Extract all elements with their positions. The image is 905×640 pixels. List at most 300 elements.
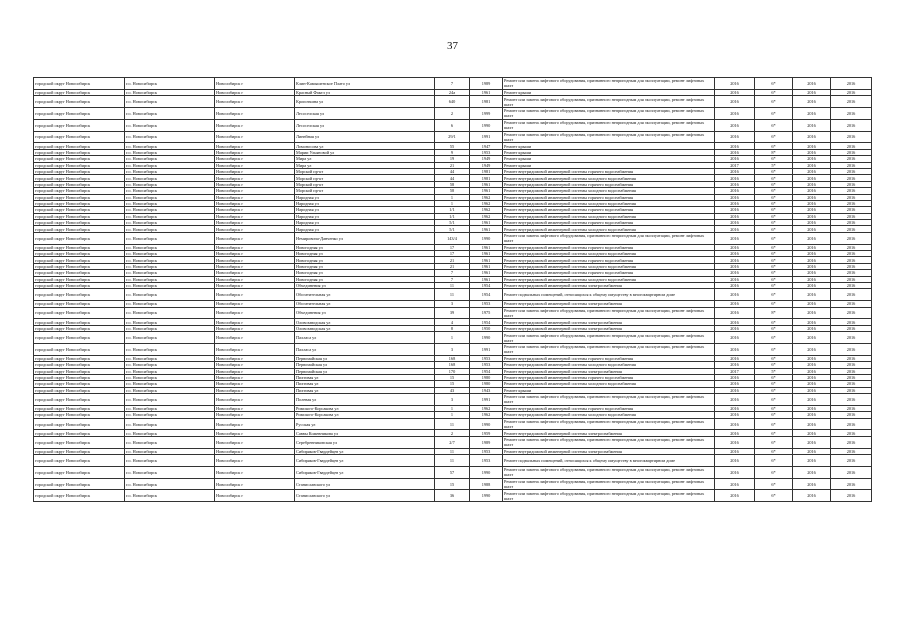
house-number-cell: 19 — [435, 156, 470, 162]
planned-year-cell: 2016 — [715, 405, 755, 411]
settlement-cell: Новосибирск г — [215, 289, 295, 301]
city-district-cell: г.о. Новосибирск — [125, 301, 215, 307]
planned-year-cell: 2016 — [715, 181, 755, 187]
end-year-cell: 2016 — [831, 343, 872, 355]
work-type-cell: Ремонт внутридомовой инженерной системы горячего водоснабжения — [503, 270, 715, 276]
city-district-cell: г.о. Новосибирск — [125, 244, 215, 250]
street-cell: Ломоносова ул — [295, 143, 435, 149]
start-year-cell: 2016 — [793, 276, 831, 282]
build-year-cell: 1991 — [470, 131, 503, 143]
start-year-cell: 2016 — [793, 282, 831, 288]
planned-year-cell: 2016 — [715, 194, 755, 200]
city-district-cell: г.о. Новосибирск — [125, 207, 215, 213]
period-cell: 6* — [755, 362, 793, 368]
work-type-cell: Ремонт или замена лифтового оборудования, признанного непригодным для эксплуатации, ремонт лифтовых шахт — [503, 131, 715, 143]
start-year-cell: 2016 — [793, 355, 831, 361]
house-number-cell: 55 — [435, 143, 470, 149]
house-number-cell: 44 — [435, 175, 470, 181]
planned-year-cell: 2016 — [715, 107, 755, 119]
settlement-cell: Новосибирск г — [215, 332, 295, 344]
house-number-cell: 15 — [435, 374, 470, 380]
house-number-cell: 2 — [435, 430, 470, 436]
settlement-cell: Новосибирск г — [215, 430, 295, 436]
municipality-cell: городской округ Новосибирск — [34, 448, 125, 454]
period-cell: 6* — [755, 478, 793, 490]
settlement-cell: Новосибирск г — [215, 325, 295, 331]
street-cell: Объединения ул — [295, 307, 435, 319]
build-year-cell: 1961 — [470, 188, 503, 194]
planned-year-cell: 2016 — [715, 374, 755, 380]
start-year-cell: 2016 — [793, 156, 831, 162]
build-year-cell: 1961 — [470, 226, 503, 232]
house-number-cell: 43 — [435, 387, 470, 393]
period-cell: 6* — [755, 325, 793, 331]
end-year-cell: 2016 — [831, 257, 872, 263]
planned-year-cell: 2016 — [715, 200, 755, 206]
build-year-cell: 1981 — [470, 168, 503, 174]
municipality-cell: городской округ Новосибирск — [34, 490, 125, 502]
planned-year-cell: 2016 — [715, 289, 755, 301]
municipality-cell: городской округ Новосибирск — [34, 405, 125, 411]
build-year-cell: 1961 — [470, 251, 503, 257]
period-cell: 6* — [755, 466, 793, 478]
city-district-cell: г.о. Новосибирск — [125, 325, 215, 331]
build-year-cell: 1953 — [470, 301, 503, 307]
municipality-cell: городской округ Новосибирск — [34, 89, 125, 95]
house-number-cell: 3 — [435, 343, 470, 355]
settlement-cell: Новосибирск г — [215, 181, 295, 187]
work-type-cell: Ремонт внутридомовой инженерной системы электроснабжения — [503, 448, 715, 454]
planned-year-cell: 2016 — [715, 263, 755, 269]
street-cell: Серебренниковская ул — [295, 436, 435, 448]
municipality-cell: городской округ Новосибирск — [34, 107, 125, 119]
start-year-cell: 2016 — [793, 263, 831, 269]
municipality-cell: городской округ Новосибирск — [34, 418, 125, 430]
house-number-cell: 17 — [435, 251, 470, 257]
street-cell: Римского-Корсакова ул — [295, 412, 435, 418]
house-number-cell: 44 — [435, 168, 470, 174]
settlement-cell: Новосибирск г — [215, 78, 295, 90]
work-type-cell: Ремонт крыши — [503, 143, 715, 149]
city-district-cell: г.о. Новосибирск — [125, 418, 215, 430]
period-cell: 6* — [755, 226, 793, 232]
table-row — [34, 289, 872, 301]
planned-year-cell: 2016 — [715, 251, 755, 257]
planned-year-cell: 2016 — [715, 362, 755, 368]
street-cell: Объединения ул — [295, 282, 435, 288]
end-year-cell: 2016 — [831, 200, 872, 206]
table-row — [34, 96, 872, 108]
end-year-cell: 2016 — [831, 89, 872, 95]
work-type-cell: Ремонт внутридомовой инженерной системы электроснабжения — [503, 282, 715, 288]
city-district-cell: г.о. Новосибирск — [125, 362, 215, 368]
start-year-cell: 2016 — [793, 394, 831, 406]
start-year-cell: 2016 — [793, 455, 831, 467]
city-district-cell: г.о. Новосибирск — [125, 478, 215, 490]
work-type-cell: Ремонт внутридомовой инженерной системы холодного водоснабжения — [503, 276, 715, 282]
street-cell: Оловозаводская ул — [295, 319, 435, 325]
end-year-cell: 2016 — [831, 263, 872, 269]
municipality-cell: городской округ Новосибирск — [34, 131, 125, 143]
table-row — [34, 232, 872, 244]
start-year-cell: 2016 — [793, 226, 831, 232]
work-type-cell: Ремонт внутридомовой инженерной системы горячего водоснабжения — [503, 168, 715, 174]
work-type-cell: Ремонт внутридомовой инженерной системы горячего водоснабжения — [503, 207, 715, 213]
house-number-cell: 3 — [435, 301, 470, 307]
city-district-cell: г.о. Новосибирск — [125, 405, 215, 411]
start-year-cell: 2016 — [793, 162, 831, 168]
house-number-cell: 11 — [435, 418, 470, 430]
work-type-cell: Ремонт или замена лифтового оборудования, признанного непригодным для эксплуатации, ремонт лифтовых шахт — [503, 490, 715, 502]
start-year-cell: 2016 — [793, 251, 831, 257]
period-cell: 6* — [755, 270, 793, 276]
work-type-cell: Ремонт внутридомовой инженерной системы горячего водоснабжения — [503, 220, 715, 226]
municipality-cell: городской округ Новосибирск — [34, 188, 125, 194]
municipality-cell: городской округ Новосибирск — [34, 168, 125, 174]
street-cell: Новогодняя ул — [295, 257, 435, 263]
work-type-cell: Ремонт внутридомовой инженерной системы электроснабжения — [503, 368, 715, 374]
municipality-cell: городской округ Новосибирск — [34, 362, 125, 368]
settlement-cell: Новосибирск г — [215, 89, 295, 95]
work-type-cell: Ремонт внутридомовой инженерной системы холодного водоснабжения — [503, 188, 715, 194]
end-year-cell: 2016 — [831, 412, 872, 418]
settlement-cell: Новосибирск г — [215, 162, 295, 168]
build-year-cell: 1959 — [470, 430, 503, 436]
street-cell: Мира ул — [295, 156, 435, 162]
start-year-cell: 2016 — [793, 257, 831, 263]
work-type-cell: Ремонт внутридомовой инженерной системы горячего водоснабжения — [503, 244, 715, 250]
period-cell: 6* — [755, 405, 793, 411]
planned-year-cell: 2016 — [715, 232, 755, 244]
work-type-cell: Ремонт внутридомовой инженерной системы горячего водоснабжения — [503, 355, 715, 361]
city-district-cell: г.о. Новосибирск — [125, 381, 215, 387]
work-type-cell: Ремонт или замена лифтового оборудования, признанного непригодным для эксплуатации, ремонт лифтовых шахт — [503, 232, 715, 244]
house-number-cell: 15 — [435, 478, 470, 490]
period-cell: 6* — [755, 490, 793, 502]
planned-year-cell: 2016 — [715, 276, 755, 282]
start-year-cell: 2016 — [793, 301, 831, 307]
end-year-cell: 2016 — [831, 143, 872, 149]
street-cell: Народная ул — [295, 194, 435, 200]
municipality-cell: городской округ Новосибирск — [34, 374, 125, 380]
planned-year-cell: 2016 — [715, 213, 755, 219]
street-cell: Марии Ульяновой ул — [295, 149, 435, 155]
table-row — [34, 490, 872, 502]
city-district-cell: г.о. Новосибирск — [125, 355, 215, 361]
build-year-cell: 1988 — [470, 478, 503, 490]
city-district-cell: г.о. Новосибирск — [125, 387, 215, 393]
work-type-cell: Ремонт внутридомовой инженерной системы горячего водоснабжения — [503, 194, 715, 200]
street-cell: Саввы Кожевникова ул — [295, 430, 435, 436]
start-year-cell: 2016 — [793, 381, 831, 387]
street-cell: Клин-Камышенское Плато ул — [295, 78, 435, 90]
settlement-cell: Новосибирск г — [215, 455, 295, 467]
work-type-cell: Ремонт внутридомовой инженерной системы холодного водоснабжения — [503, 362, 715, 368]
planned-year-cell: 2016 — [715, 381, 755, 387]
start-year-cell: 2016 — [793, 325, 831, 331]
planned-year-cell: 2016 — [715, 412, 755, 418]
period-cell: 6* — [755, 289, 793, 301]
street-cell: Новогодняя ул — [295, 251, 435, 257]
build-year-cell: 1962 — [470, 213, 503, 219]
build-year-cell: 1981 — [470, 175, 503, 181]
house-number-cell: 58 — [435, 188, 470, 194]
table-row — [34, 343, 872, 355]
house-number-cell: 36 — [435, 490, 470, 502]
work-type-cell: Ремонт подвальных помещений, относящихся к общему имуществу в многоквартирном доме — [503, 289, 715, 301]
city-district-cell: г.о. Новосибирск — [125, 213, 215, 219]
street-cell: Новогодняя ул — [295, 263, 435, 269]
settlement-cell: Новосибирск г — [215, 276, 295, 282]
planned-year-cell: 2016 — [715, 149, 755, 155]
start-year-cell: 2016 — [793, 200, 831, 206]
build-year-cell: 1975 — [470, 307, 503, 319]
settlement-cell: Новосибирск г — [215, 207, 295, 213]
work-type-cell: Ремонт или замена лифтового оборудования, признанного непригодным для эксплуатации, ремонт лифтовых шахт — [503, 78, 715, 90]
planned-year-cell: 2016 — [715, 270, 755, 276]
build-year-cell: 1961 — [470, 276, 503, 282]
street-cell: Пихтовая ул — [295, 381, 435, 387]
city-district-cell: г.о. Новосибирск — [125, 181, 215, 187]
city-district-cell: г.о. Новосибирск — [125, 412, 215, 418]
planned-year-cell: 2016 — [715, 78, 755, 90]
start-year-cell: 2016 — [793, 220, 831, 226]
period-cell: 6* — [755, 175, 793, 181]
build-year-cell: 1991 — [470, 394, 503, 406]
house-number-cell: 7 — [435, 276, 470, 282]
end-year-cell: 2016 — [831, 289, 872, 301]
municipality-cell: городской округ Новосибирск — [34, 270, 125, 276]
planned-year-cell: 2016 — [715, 220, 755, 226]
period-cell: 6* — [755, 355, 793, 361]
end-year-cell: 2016 — [831, 188, 872, 194]
end-year-cell: 2016 — [831, 362, 872, 368]
settlement-cell: Новосибирск г — [215, 96, 295, 108]
planned-year-cell: 2016 — [715, 89, 755, 95]
settlement-cell: Новосибирск г — [215, 374, 295, 380]
end-year-cell: 2016 — [831, 374, 872, 380]
municipality-cell: городской округ Новосибирск — [34, 162, 125, 168]
settlement-cell: Новосибирск г — [215, 175, 295, 181]
street-cell: Первомайская ул — [295, 368, 435, 374]
period-cell: 6* — [755, 143, 793, 149]
planned-year-cell: 2016 — [715, 188, 755, 194]
table-row — [34, 119, 872, 131]
period-cell: 6* — [755, 188, 793, 194]
street-cell: Станиславского ул — [295, 478, 435, 490]
build-year-cell: 1949 — [470, 162, 503, 168]
start-year-cell: 2016 — [793, 490, 831, 502]
planned-year-cell: 2016 — [715, 143, 755, 149]
start-year-cell: 2016 — [793, 307, 831, 319]
house-number-cell: 21 — [435, 263, 470, 269]
municipality-cell: городской округ Новосибирск — [34, 143, 125, 149]
period-cell: 6* — [755, 220, 793, 226]
settlement-cell: Новосибирск г — [215, 490, 295, 502]
build-year-cell: 1961 — [470, 89, 503, 95]
street-cell: Народная ул — [295, 200, 435, 206]
municipality-cell: городской округ Новосибирск — [34, 232, 125, 244]
table-row — [34, 131, 872, 143]
period-cell: 6* — [755, 436, 793, 448]
period-cell: 6* — [755, 257, 793, 263]
end-year-cell: 2016 — [831, 381, 872, 387]
planned-year-cell: 2016 — [715, 119, 755, 131]
settlement-cell: Новосибирск г — [215, 307, 295, 319]
street-cell: Народная ул — [295, 226, 435, 232]
municipality-cell: городской округ Новосибирск — [34, 381, 125, 387]
municipality-cell: городской округ Новосибирск — [34, 368, 125, 374]
settlement-cell: Новосибирск г — [215, 220, 295, 226]
period-cell: 6* — [755, 418, 793, 430]
city-district-cell: г.о. Новосибирск — [125, 289, 215, 301]
street-cell: Новогодняя ул — [295, 276, 435, 282]
work-type-cell: Ремонт внутридомовой инженерной системы электроснабжения — [503, 301, 715, 307]
house-number-cell: 11 — [435, 448, 470, 454]
house-number-cell: 15 — [435, 381, 470, 387]
planned-year-cell: 2016 — [715, 282, 755, 288]
work-type-cell: Ремонт внутридомовой инженерной системы холодного водоснабжения — [503, 175, 715, 181]
house-number-cell: 24а — [435, 89, 470, 95]
house-number-cell: 1 — [435, 332, 470, 344]
municipality-cell: городской округ Новосибирск — [34, 220, 125, 226]
street-cell: Полевая ул — [295, 394, 435, 406]
end-year-cell: 2016 — [831, 131, 872, 143]
house-number-cell: 7 — [435, 270, 470, 276]
work-type-cell: Ремонт внутридомовой инженерной системы холодного водоснабжения — [503, 251, 715, 257]
settlement-cell: Новосибирск г — [215, 355, 295, 361]
end-year-cell: 2016 — [831, 244, 872, 250]
city-district-cell: г.о. Новосибирск — [125, 251, 215, 257]
city-district-cell: г.о. Новосибирск — [125, 257, 215, 263]
build-year-cell: 1962 — [470, 194, 503, 200]
city-district-cell: г.о. Новосибирск — [125, 276, 215, 282]
house-number-cell: 640 — [435, 96, 470, 108]
start-year-cell: 2016 — [793, 430, 831, 436]
period-cell: 6* — [755, 119, 793, 131]
city-district-cell: г.о. Новосибирск — [125, 332, 215, 344]
start-year-cell: 2016 — [793, 188, 831, 194]
period-cell: 6* — [755, 319, 793, 325]
settlement-cell: Новосибирск г — [215, 226, 295, 232]
municipality-cell: городской округ Новосибирск — [34, 307, 125, 319]
work-type-cell: Ремонт внутридомовой инженерной системы холодного водоснабжения — [503, 381, 715, 387]
period-cell: 6* — [755, 156, 793, 162]
build-year-cell: 1962 — [470, 412, 503, 418]
planned-year-cell: 2016 — [715, 257, 755, 263]
house-number-cell: 143/4 — [435, 232, 470, 244]
work-type-cell: Ремонт внутридомовой инженерной системы электроснабжения — [503, 319, 715, 325]
city-district-cell: г.о. Новосибирск — [125, 307, 215, 319]
start-year-cell: 2016 — [793, 466, 831, 478]
period-cell: 6* — [755, 455, 793, 467]
municipality-cell: городской округ Новосибирск — [34, 257, 125, 263]
build-year-cell: 1961 — [470, 220, 503, 226]
start-year-cell: 2016 — [793, 332, 831, 344]
end-year-cell: 2016 — [831, 162, 872, 168]
end-year-cell: 2016 — [831, 181, 872, 187]
start-year-cell: 2016 — [793, 436, 831, 448]
start-year-cell: 2016 — [793, 319, 831, 325]
street-cell: Первомайская ул — [295, 355, 435, 361]
period-cell: 6* — [755, 232, 793, 244]
table-row — [34, 466, 872, 478]
city-district-cell: г.о. Новосибирск — [125, 436, 215, 448]
municipality-cell: городской округ Новосибирск — [34, 282, 125, 288]
start-year-cell: 2016 — [793, 168, 831, 174]
work-type-cell: Ремонт или замена лифтового оборудования, признанного непригодным для эксплуатации, ремонт лифтовых шахт — [503, 119, 715, 131]
build-year-cell: 1954 — [470, 289, 503, 301]
house-number-cell: 8 — [435, 325, 470, 331]
house-number-cell: 170 — [435, 368, 470, 374]
street-cell: Станиславского ул — [295, 490, 435, 502]
work-type-cell: Ремонт или замена лифтового оборудования, признанного непригодным для эксплуатации, ремонт лифтовых шахт — [503, 343, 715, 355]
end-year-cell: 2016 — [831, 168, 872, 174]
build-year-cell: 1990 — [470, 490, 503, 502]
build-year-cell: 1980 — [470, 381, 503, 387]
street-cell: Мира ул — [295, 162, 435, 168]
planned-year-cell: 2016 — [715, 355, 755, 361]
city-district-cell: г.о. Новосибирск — [125, 220, 215, 226]
settlement-cell: Новосибирск г — [215, 232, 295, 244]
settlement-cell: Новосибирск г — [215, 251, 295, 257]
start-year-cell: 2016 — [793, 448, 831, 454]
period-cell: 6* — [755, 343, 793, 355]
work-type-cell: Ремонт внутридомовой инженерной системы горячего водоснабжения — [503, 374, 715, 380]
settlement-cell: Новосибирск г — [215, 448, 295, 454]
planned-year-cell: 2017 — [715, 162, 755, 168]
city-district-cell: г.о. Новосибирск — [125, 270, 215, 276]
period-cell: 6* — [755, 374, 793, 380]
end-year-cell: 2016 — [831, 436, 872, 448]
house-number-cell: 1 — [435, 405, 470, 411]
city-district-cell: г.о. Новосибирск — [125, 107, 215, 119]
end-year-cell: 2016 — [831, 270, 872, 276]
period-cell: 6* — [755, 394, 793, 406]
build-year-cell: 1991 — [470, 343, 503, 355]
build-year-cell: 1981 — [470, 96, 503, 108]
municipality-cell: городской округ Новосибирск — [34, 343, 125, 355]
settlement-cell: Новосибирск г — [215, 149, 295, 155]
planned-year-cell: 2016 — [715, 168, 755, 174]
work-type-cell: Ремонт или замена лифтового оборудования, признанного непригодным для эксплуатации, ремонт лифтовых шахт — [503, 96, 715, 108]
planned-year-cell: 2016 — [715, 394, 755, 406]
end-year-cell: 2016 — [831, 455, 872, 467]
end-year-cell: 2016 — [831, 405, 872, 411]
settlement-cell: Новосибирск г — [215, 405, 295, 411]
municipality-cell: городской округ Новосибирск — [34, 213, 125, 219]
planned-year-cell: 2017 — [715, 368, 755, 374]
city-district-cell: г.о. Новосибирск — [125, 168, 215, 174]
settlement-cell: Новосибирск г — [215, 343, 295, 355]
work-type-cell: Ремонт или замена лифтового оборудования, признанного непригодным для эксплуатации, ремонт лифтовых шахт — [503, 478, 715, 490]
city-district-cell: г.о. Новосибирск — [125, 319, 215, 325]
planned-year-cell: 2016 — [715, 436, 755, 448]
city-district-cell: г.о. Новосибирск — [125, 194, 215, 200]
build-year-cell: 1961 — [470, 263, 503, 269]
start-year-cell: 2016 — [793, 244, 831, 250]
end-year-cell: 2016 — [831, 251, 872, 257]
build-year-cell: 1990 — [470, 466, 503, 478]
work-type-cell: Ремонт крыши — [503, 162, 715, 168]
start-year-cell: 2016 — [793, 405, 831, 411]
house-number-cell: 168 — [435, 362, 470, 368]
settlement-cell: Новосибирск г — [215, 412, 295, 418]
planned-year-cell: 2016 — [715, 418, 755, 430]
end-year-cell: 2016 — [831, 332, 872, 344]
street-cell: Народная ул — [295, 213, 435, 219]
municipality-cell: городской округ Новосибирск — [34, 276, 125, 282]
